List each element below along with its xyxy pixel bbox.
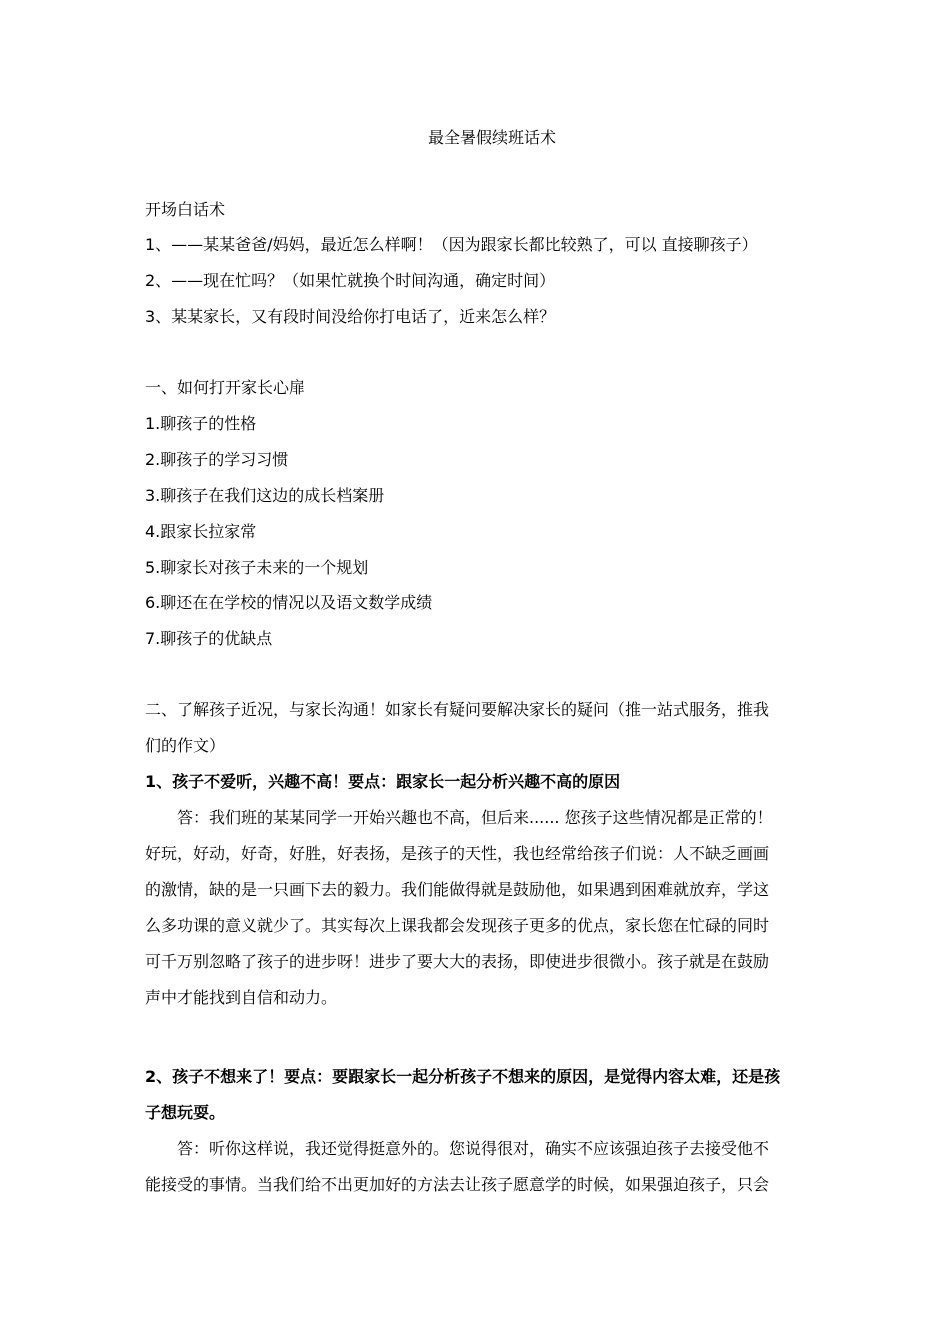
section1-item-4: 4.跟家长拉家常 xyxy=(145,522,257,541)
section1-item-6: 6.聊还在在学校的情况以及语文数学成绩 xyxy=(145,593,433,612)
opening-item-2: 2、——现在忙吗？（如果忙就换个时间沟通，确定时间） xyxy=(145,271,556,290)
section1-item-5: 5.聊家长对孩子未来的一个规划 xyxy=(145,558,369,577)
document-title: 最全暑假续班话术 xyxy=(427,128,556,147)
answer-2-line-2: 能接受的事情。当我们给不出更加好的方法去让孩子愿意学的时候，如果强迫孩子，只会 xyxy=(145,1175,770,1194)
answer-1-line-6: 声中才能找到自信和动力。 xyxy=(145,988,338,1007)
section2-heading-line-2: 们的作文） xyxy=(145,736,226,755)
section1-item-3: 3.聊孩子在我们这边的成长档案册 xyxy=(145,486,385,505)
answer-1-line-3: 的激情，缺的是一只画下去的毅力。我们能做得就是鼓励他，如果遇到困难就放弃，学这 xyxy=(145,880,770,899)
section2-heading-line-1: 二、了解孩子近况，与家长沟通！如家长有疑问要解决家长的疑问（推一站式服务，推我 xyxy=(145,700,770,719)
section1-item-7: 7.聊孩子的优缺点 xyxy=(145,629,273,648)
answer-1-line-5: 可千万别忽略了孩子的进步呀！进步了要大大的表扬，即使进步很微小。孩子就是在鼓励 xyxy=(145,952,770,971)
opening-item-3: 3、某某家长，又有段时间没给你打电话了，近来怎么样？ xyxy=(145,307,556,326)
opening-item-1: 1、——某某爸爸/妈妈，最近怎么样啊！（因为跟家长都比较熟了，可以 直接聊孩子） xyxy=(145,235,758,254)
section1-item-2: 2.聊孩子的学习习惯 xyxy=(145,450,289,469)
question-2-line-1: 2、孩子不想来了！要点：要跟家长一起分析孩子不想来的原因，是觉得内容太难，还是孩 xyxy=(145,1067,781,1086)
answer-1-line-1: 答：我们班的某某同学一开始兴趣也不高，但后来...... 您孩子这些情况都是正常的！ xyxy=(177,808,773,827)
answer-1-line-2: 好玩，好动，好奇，好胜，好表扬，是孩子的天性，我也经常给孩子们说：人不缺乏画画 xyxy=(145,844,770,863)
answer-2-line-1: 答：听你这样说，我还觉得挺意外的。您说得很对，确实不应该强迫孩子去接受他不 xyxy=(177,1139,770,1158)
section1-item-1: 1.聊孩子的性格 xyxy=(145,414,257,433)
opening-heading: 开场白话术 xyxy=(145,200,226,219)
question-2-line-2: 子想玩耍。 xyxy=(145,1103,226,1122)
answer-1-line-4: 么多功课的意义就少了。其实每次上课我都会发现孩子更多的优点，家长您在忙碌的同时 xyxy=(145,916,770,935)
question-1: 1、孩子不爱听，兴趣不高！要点：跟家长一起分析兴趣不高的原因 xyxy=(145,772,621,791)
section1-heading: 一、如何打开家长心扉 xyxy=(145,378,306,397)
